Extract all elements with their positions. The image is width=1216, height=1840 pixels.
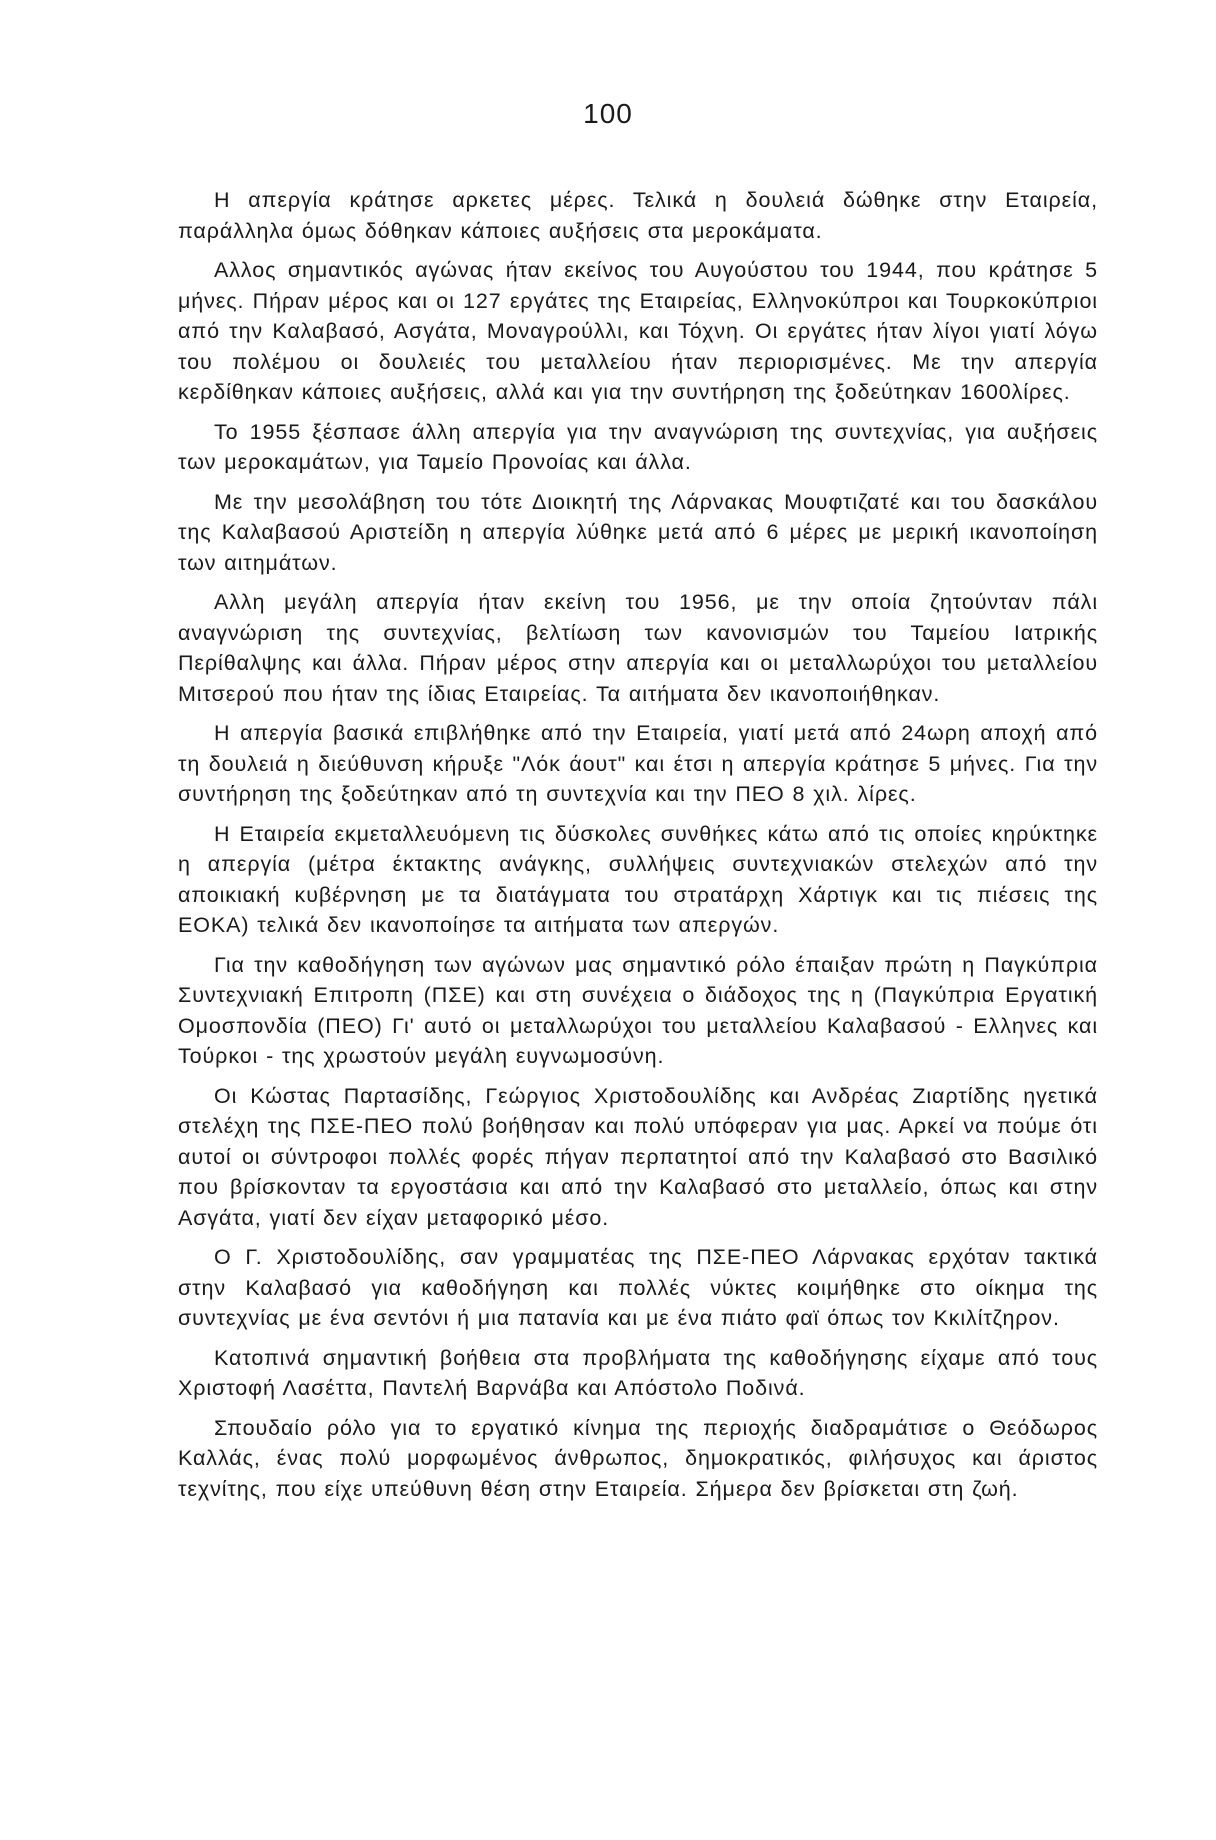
paragraph: Ο Γ. Χριστοδουλίδης, σαν γραμματέας της ΠΣΕ-ΠΕΟ Λάρνακας ερχόταν τακτικά στην Καλαβασό για καθοδήγηση και πολλές νύκτες κοιμήθηκε στο οίκημα της συντεχνίας με ένα σεντόνι ή μια πατανία και με ένα πιάτο φαϊ όπως τον Κκιλίτζηρον. <box>178 1245 1098 1330</box>
paragraph: Για την καθοδήγηση των αγώνων μας σημαντικό ρόλο έπαιξαν πρώτη η Παγκύπρια Συντεχνιακή Επιτροπη (ΠΣΕ) και στη συνέχεια ο διάδοχος της η (Παγκύπρια Εργατική Ομοσπονδία (ΠΕΟ) Γι' αυτό οι μεταλλωρύχοι του μεταλλείου Καλαβασού - Ελληνες και Τούρκοι - της χρωστούν μεγάλη ευγνωμοσύνη. <box>178 952 1098 1068</box>
paragraph: Η απεργία κράτησε αρκετες μέρες. Τελικά η δουλειά δώθηκε στην Εταιρεία, παράλληλα όμως δόθηκαν κάποιες αυξήσεις στα μεροκάματα. <box>178 188 1098 243</box>
paragraph: Το 1955 ξέσπασε άλλη απεργία για την αναγνώριση της συντεχνίας, για αυξήσεις των μεροκαμάτων, για Ταμείο Προνοίας και άλλα. <box>178 419 1098 474</box>
paragraph: Η Εταιρεία εκμεταλλευόμενη τις δύσκολες συνθήκες κάτω από τις οποίες κηρύκτηκε η απεργία (μέτρα έκτακτης ανάγκης, συλλήψεις συντεχνιακών στελεχών από την αποικιακή κυβέρνηση με τα διατάγματα του στρατάρχη Χάρτιγκ και τις πιέσεις της ΕΟΚΑ) τελικά δεν ικανοποίησε τα αιτήματα των απεργών. <box>178 821 1098 937</box>
paragraph: Με την μεσολάβηση του τότε Διοικητή της Λάρνακας Μουφτιζατέ και του δασκάλου της Καλαβασού Αριστείδη η απεργία λύθηκε μετά από 6 μέρες με μερική ικανοποίηση των αιτημάτων. <box>178 489 1098 575</box>
paragraph: Σπουδαίο ρόλο για το εργατικό κίνημα της περιοχής διαδραμάτισε ο Θεόδωρος Καλλάς, ένας πολύ μορφωμένος άνθρωπος, δημοκρατικός, φιλήσυχος και άριστος τεχνίτης, που είχε υπεύθυνη θέση στην Εταιρεία. Σήμερα δεν βρίσκεται στη ζωή. <box>178 1415 1098 1501</box>
paragraph: Κατοπινά σημαντική βοήθεια στα προβλήματα της καθοδήγησης είχαμε από τους Χριστοφή Λασέττα, Παντελή Βαρνάβα και Απόστολο Ποδινά. <box>178 1345 1098 1400</box>
paragraph: Οι Κώστας Παρτασίδης, Γεώργιος Χριστοδουλίδης και Ανδρέας Ζιαρτίδης ηγετικά στελέχη της ΠΣΕ-ΠΕΟ πολύ βοήθησαν και πολύ υπόφεραν για μας. Αρκεί να πούμε ότι αυτοί οι σύντροφοι πολλές φορές πήγαν περπατητοί από την Καλαβασό στο Βασιλικό που βρίσκονταν τα εργοστάσια και από την Καλαβασό στο μεταλλείο, όπως και στην Ασγάτα, γιατί δεν είχαν μεταφορικό μέσο. <box>178 1083 1098 1230</box>
document-body <box>178 185 1098 1513</box>
paragraph: Η απεργία βασικά επιβλήθηκε από την Εταιρεία, γιατί μετά από 24ωρη αποχή από τη δουλειά η διεύθυνση κήρυξε "Λόκ άουτ" και έτσι η απεργία κράτησε 5 μήνες. Για την συντήρηση της ξοδεύτηκαν από τη συντεχνία και την ΠΕΟ 8 χιλ. λίρες. <box>178 721 1098 806</box>
page-number: 100 <box>583 98 633 129</box>
paragraph: Αλλος σημαντικός αγώνας ήταν εκείνος του Αυγούστου του 1944, που κράτησε 5 μήνες. Πήραν μέρος και οι 127 εργάτες της Εταιρείας, Ελληνοκύπροι και Τουρκοκύπριοι από την Καλαβασό, Ασγάτα, Μοναγρούλλι, και Τόχνη. Οι εργάτες ήταν λίγοι γιατί λόγω του πολέμου οι δουλειές του μεταλλείου ήταν περιορισμένες. Με την απεργία κερδίθηκαν κάποιες αυξήσεις, αλλά και για την συντήρηση της ξοδεύτηκαν 1600λίρες. <box>178 258 1098 404</box>
paragraph: Αλλη μεγάλη απεργία ήταν εκείνη του 1956, με την οποία ζητούνταν πάλι αναγνώριση της συντεχνίας, βελτίωση των κανονισμών του Ταμείου Ιατρικής Περίθαλψης και άλλα. Πήραν μέρος στην απεργία και οι μεταλλωρύχοι του μεταλλείου Μιτσερού που ήταν της ίδιας Εταιρείας. Τα αιτήματα δεν ικανοποιήθηκαν. <box>178 590 1098 706</box>
